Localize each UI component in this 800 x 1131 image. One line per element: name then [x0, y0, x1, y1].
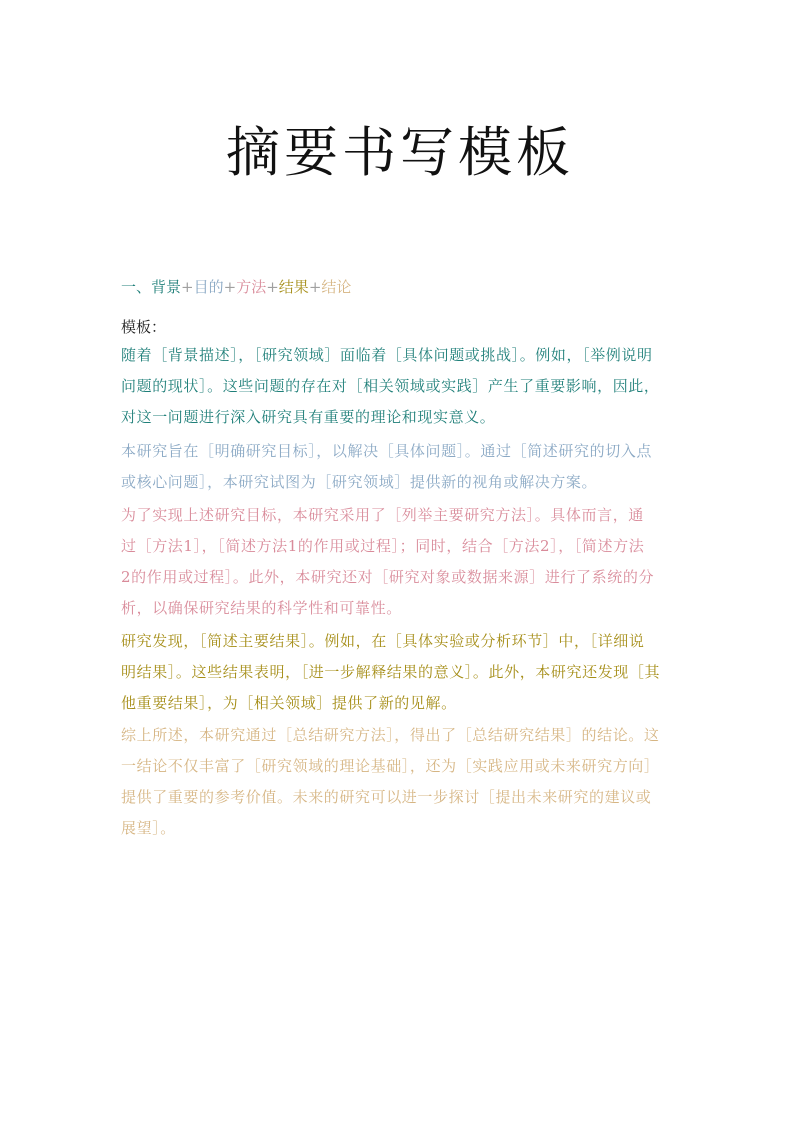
paragraph-line: 综上所述，本研究通过［总结研究方法］，得出了［总结研究结果］的结论。这: [121, 726, 660, 744]
paragraph-method: [121, 500, 681, 624]
paragraph-line: 对这一问题进行深入研究具有重要的理论和现实意义。: [121, 408, 496, 426]
heading-plus: +: [181, 278, 194, 296]
paragraph-line: 2的作用或过程］。此外，本研究还对［研究对象或数据来源］进行了系统的分: [121, 568, 655, 586]
heading-part-result: 结果: [278, 278, 309, 296]
paragraph-line: 随着［背景描述］，［研究领域］面临着［具体问题或挑战］。例如，［举例说明: [121, 346, 653, 364]
heading-prefix: 一、: [121, 278, 152, 296]
heading-part-method: 方法: [236, 278, 267, 296]
paragraph-line: 他重要结果］，为［相关领域］提供了新的见解。: [121, 694, 457, 712]
paragraph-conclusion: [121, 720, 681, 844]
document-title: 摘要书写模板: [226, 121, 574, 184]
paragraph-line: 提供了重要的参考价值。未来的研究可以进一步探讨［提出未来研究的建议或: [121, 788, 652, 806]
paragraph-line: 为了实现上述研究目标，本研究采用了［列举主要研究方法］。具体而言，通: [121, 506, 644, 524]
paragraph-line: 研究发现，［简述主要结果］。例如，在［具体实验或分析环节］中，［详细说: [121, 632, 645, 650]
heading-plus: +: [266, 278, 279, 296]
paragraph-line: 一结论不仅丰富了［研究领域的理论基础］，还为［实践应用或未来研究方向］: [121, 757, 660, 775]
paragraph-line: 明结果］。这些结果表明，［进一步解释结果的意义］。此外，本研究还发现［其: [121, 663, 661, 681]
heading-plus: +: [308, 278, 322, 296]
section-heading: [121, 276, 351, 298]
paragraph-line: 过［方法1］，［简述方法1的作用或过程］；同时，结合［方法2］，［简述方法: [121, 537, 645, 555]
heading-part-conclusion: 结论: [321, 278, 352, 296]
heading-plus: +: [223, 278, 237, 296]
paragraph-result: [121, 626, 681, 719]
paragraph-line: 或核心问题］，本研究试图为［研究领域］提供新的视角或解决方案。: [121, 473, 598, 491]
paragraph-line: 本研究旨在［明确研究目标］，以解决［具体问题］。通过［简述研究的切入点: [121, 442, 653, 460]
paragraph-line: 析，以确保研究结果的科学性和可靠性。: [121, 599, 402, 617]
paragraph-line: 展望］。: [121, 819, 176, 837]
paragraph-background: [121, 340, 681, 433]
paragraph-line: 问题的现状］。这些问题的存在对［相关领域或实践］产生了重要影响，因此，: [121, 377, 660, 395]
paragraph-purpose: [121, 436, 681, 498]
heading-part-purpose: 目的: [193, 278, 224, 296]
heading-part-background: 背景: [151, 278, 182, 296]
template-label: 模板：: [121, 318, 167, 336]
